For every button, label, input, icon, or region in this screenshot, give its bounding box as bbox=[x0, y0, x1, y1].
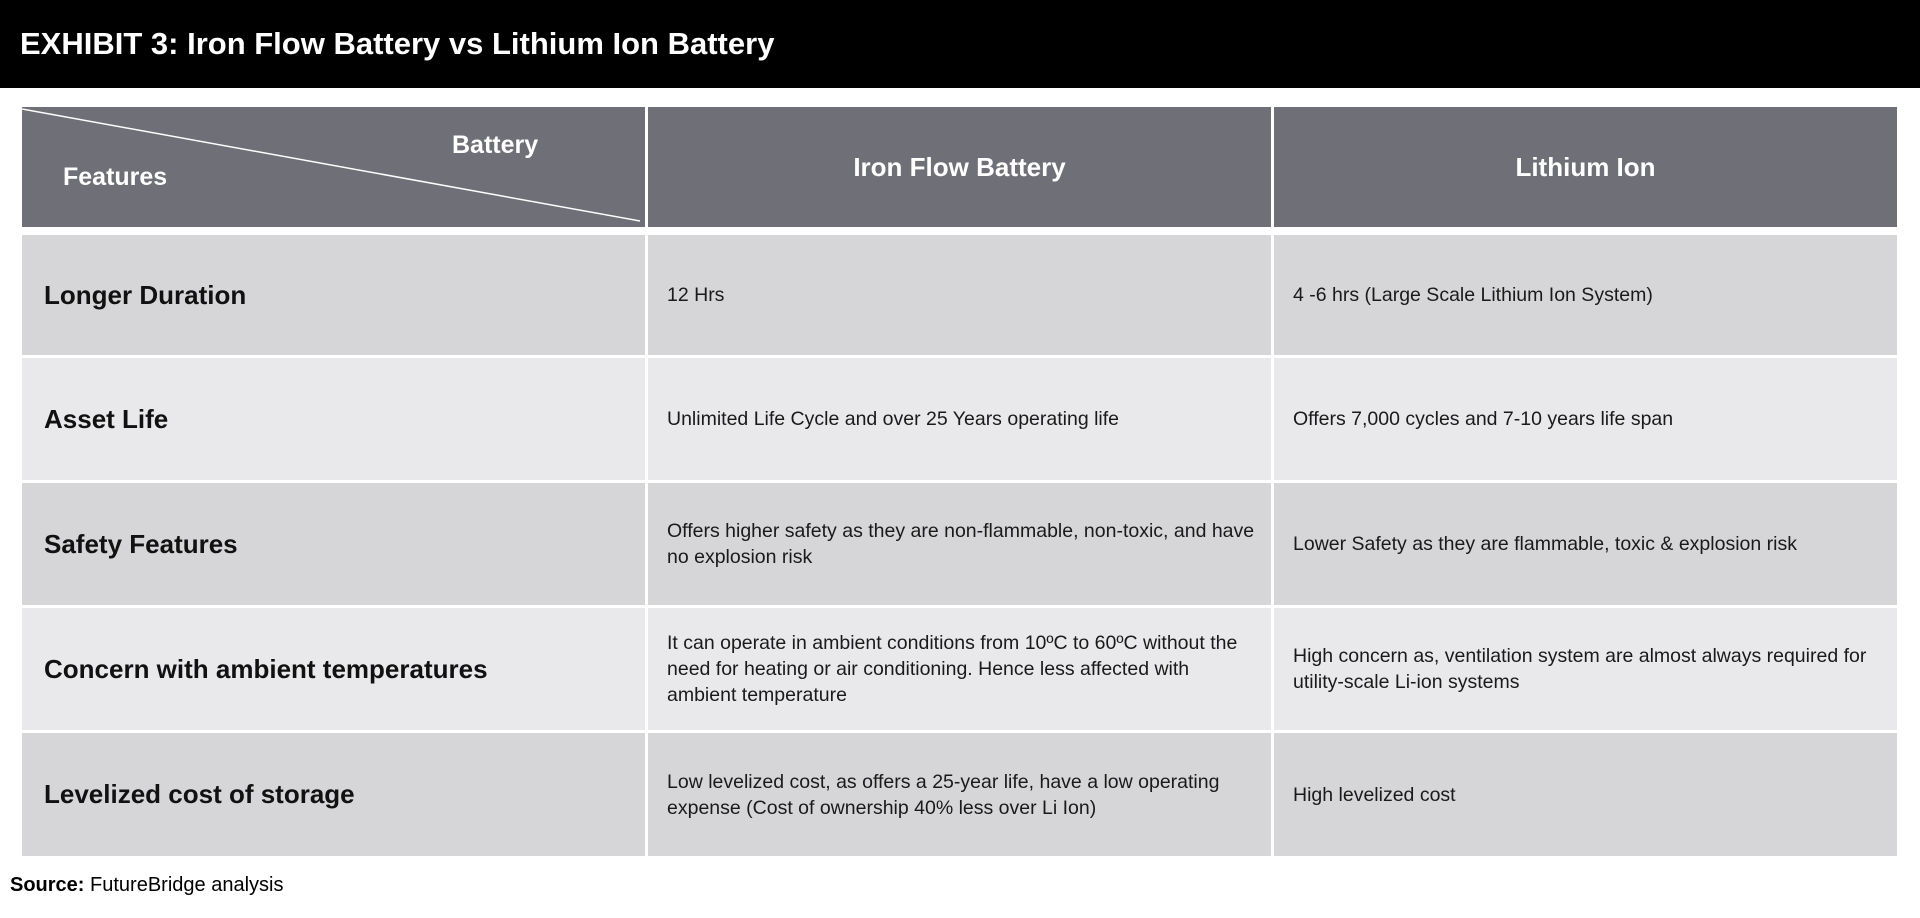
lithium-ion-value: Lower Safety as they are flammable, toxic & explosion risk bbox=[1274, 483, 1897, 605]
lithium-ion-value: High concern as, ventilation system are almost always required for utility-scale Li-ion systems bbox=[1274, 608, 1897, 730]
iron-flow-value: Offers higher safety as they are non-flammable, non-toxic, and have no explosion risk bbox=[648, 483, 1271, 605]
source-text: FutureBridge analysis bbox=[84, 874, 284, 896]
lithium-ion-value: Offers 7,000 cycles and 7-10 years life span bbox=[1274, 358, 1897, 480]
title-bar bbox=[0, 0, 1920, 88]
feature-cell: Levelized cost of storage bbox=[22, 733, 645, 856]
corner-features-label: Features bbox=[63, 163, 168, 191]
iron-flow-value: 12 Hrs bbox=[648, 235, 1271, 355]
feature-cell: Longer Duration bbox=[22, 235, 645, 355]
exhibit-title: EXHIBIT 3: Iron Flow Battery vs Lithium Ion Battery bbox=[20, 26, 775, 61]
column-header-iron-flow: Iron Flow Battery bbox=[648, 107, 1271, 227]
source-note bbox=[10, 874, 283, 897]
column-header-lithium-ion: Lithium Ion bbox=[1274, 107, 1897, 227]
feature-cell: Concern with ambient temperatures bbox=[22, 608, 645, 730]
lithium-ion-value: 4 -6 hrs (Large Scale Lithium Ion System) bbox=[1274, 235, 1897, 355]
corner-header-cell bbox=[22, 107, 645, 227]
iron-flow-value: Low levelized cost, as offers a 25-year life, have a low operating expense (Cost of ownership 40% less over Li Ion) bbox=[648, 733, 1271, 856]
iron-flow-value: Unlimited Life Cycle and over 25 Years operating life bbox=[648, 358, 1271, 480]
corner-battery-label: Battery bbox=[452, 131, 539, 159]
lithium-ion-value: High levelized cost bbox=[1274, 733, 1897, 856]
iron-flow-value: It can operate in ambient conditions from 10ºC to 60ºC without the need for heating or air conditioning. Hence less affected with ambient temperature bbox=[648, 608, 1271, 730]
source-label: Source: bbox=[10, 874, 85, 896]
feature-cell: Asset Life bbox=[22, 358, 645, 480]
feature-cell: Safety Features bbox=[22, 483, 645, 605]
